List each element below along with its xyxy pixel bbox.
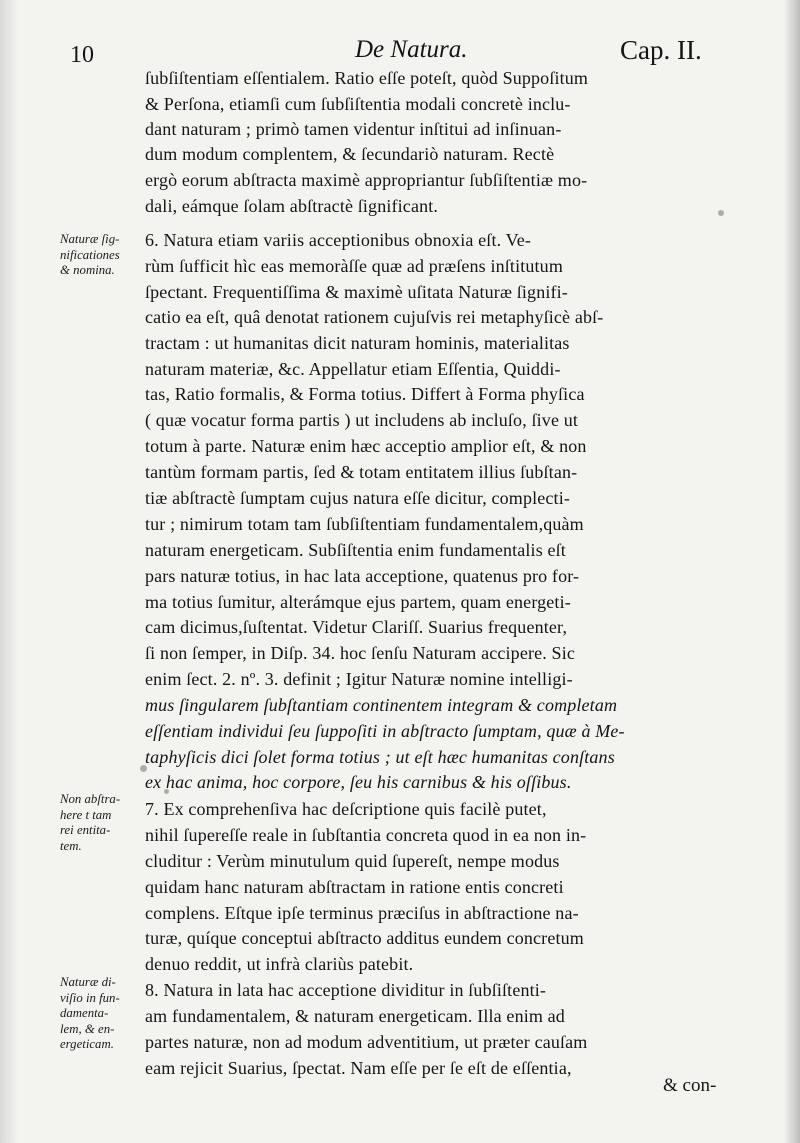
text-line: tantùm formam partis, ſed & totam entitatem illius ſubſtan- [145,462,578,482]
text-line: ſi non ſemper, in Diſp. 34. hoc ſenſu Naturam accipere. Sic [145,643,576,663]
text-line: mus ſingularem ſubſtantiam continentem integram & completam [145,695,618,715]
margin-note-line: lem, & en- [60,1021,115,1036]
margin-note-line: damenta- [60,1006,109,1021]
text-line: am fundamentalem, & naturam energeticam. Illa enim ad [145,1006,565,1026]
text-line: quidam hanc naturam abſtractam in ratione entis concreti [145,877,564,897]
ink-spot [718,210,724,216]
text-line: naturam energeticam. Subſiſtentia enim fundamentalis eſt [145,540,566,560]
text-line: eam rejicit Suarius, ſpectat. Nam eſſe per ſe eſt de eſſentia, [145,1058,572,1078]
text-line: 6. Natura etiam variis acceptionibus obnoxia eſt. Ve- [145,230,532,250]
margin-note-line: rei entita- [60,823,111,838]
chapter-heading: Cap. II. [620,35,702,65]
margin-note-line: Naturæ di- [60,975,116,989]
text-line: turæ, quíque conceptui abſtracto additus eundem concretum [145,928,584,948]
text-line: nihil ſupereſſe reale in ſubſtantia concreta quod in ea non in- [145,825,587,845]
text-line: denuo reddit, ut infrà clariùs patebit. [145,954,414,974]
margin-note-line: here t tam [60,807,112,822]
text-line: ſpectant. Frequentiſſima & maximè uſitata Naturæ ſignifi- [145,282,568,302]
text-line: tractam : ut humanitas dicit naturam hominis, materialitas [145,333,570,353]
text-line: ma totius ſumitur, alterámque ejus partem, quam energeti- [145,592,571,612]
text-line: partes naturæ, non ad modum adventitium, ut præter cauſam [145,1032,588,1052]
text-line: ( quæ vocatur forma partis ) ut includens ab incluſo, ſive ut [145,410,579,430]
text-line: & Perſona, etiamſi cum ſubſiſtentia modali concretè inclu- [145,94,571,114]
text-line: enim ſect. 2. nº. 3. definit ; Igitur Naturæ nomine intelligi- [145,669,573,689]
text-line: pars naturæ totius, in hac lata acceptione, quatenus pro for- [145,566,580,586]
text-line: 7. Ex comprehenſiva hac deſcriptione quis facilè putet, [145,799,547,819]
page-number: 10 [70,42,94,68]
ink-spot [164,789,169,794]
margin-note-naturae-divisio [60,975,142,1053]
page-right-edge [784,0,800,1143]
margin-note-non-abstrahere [60,792,142,854]
margin-note-line: Naturæ ſig- [60,232,120,246]
text-line: 8. Natura in lata hac acceptione dividitur in ſubſiſtenti- [145,980,547,1000]
margin-note-line: viſio in fun- [60,990,120,1005]
ink-spot [140,765,147,772]
text-line: tiæ abſtractè ſumptam cujus natura eſſe dicitur, complecti- [145,488,570,508]
text-line: cam dicimus,ſuſtentat. Videtur Clariſſ. Suarius frequenter, [145,617,568,637]
text-line: rùm ſufficit hìc eas memoràſſe quæ ad præſens inſtitutum [145,256,563,276]
text-line: complens. Eſtque ipſe terminus præciſus in abſtractione na- [145,903,579,923]
text-line: taphyſicis dici ſolet forma totius ; ut eſt hæc humanitas conſtans [145,747,615,767]
text-line: totum à parte. Naturæ enim hæc acceptio amplior eſt, & non [145,436,587,456]
text-line: tur ; nimirum totam tam ſubſiſtentiam fundamentalem,quàm [145,514,584,534]
margin-note-line: & nomina. [60,263,115,278]
text-line: naturam materiæ, &c. Appellatur etiam Eſſentia, Quiddi- [145,359,561,379]
margin-note-line: tem. [60,838,82,853]
text-line: ergò eorum abſtracta maximè appropriantur ſubſiſtentiæ mo- [145,170,588,190]
text-line: dali, eámque ſolam abſtractè ſignificant. [145,196,439,216]
text-line: catio ea eſt, quâ denotat rationem cujuſvis rei metaphyſicè abſ- [145,307,604,327]
text-line: tas, Ratio formalis, & Forma totius. Differt à Forma phyſica [145,384,585,404]
running-title: De Natura. [355,36,468,63]
margin-note-line: Non abſtra- [60,792,121,806]
margin-note-line: nificationes [60,247,120,262]
text-line: dum modum complentem, & ſecundariò naturam. Rectè [145,144,555,164]
text-line: ex hac anima, hoc corpore, ſeu his carnibus & his oſſibus. [145,772,572,792]
catchword: & con- [663,1075,717,1096]
margin-note-line: ergeticam. [60,1037,114,1052]
text-line: cluditur : Verùm minutulum quid ſupereſt, nempe modus [145,851,560,871]
text-line: eſſentiam individui ſeu ſuppoſiti in abſtracto ſumptam, quæ à Me- [145,721,625,741]
text-line: dant naturam ; primò tamen videntur inſtitui ad inſinuan- [145,119,562,139]
text-line: ſubſiſtentiam eſſentialem. Ratio eſſe poteſt, quòd Suppoſitum [145,68,589,88]
margin-note-natura-significationes [60,232,142,279]
page-left-edge [0,0,18,1143]
